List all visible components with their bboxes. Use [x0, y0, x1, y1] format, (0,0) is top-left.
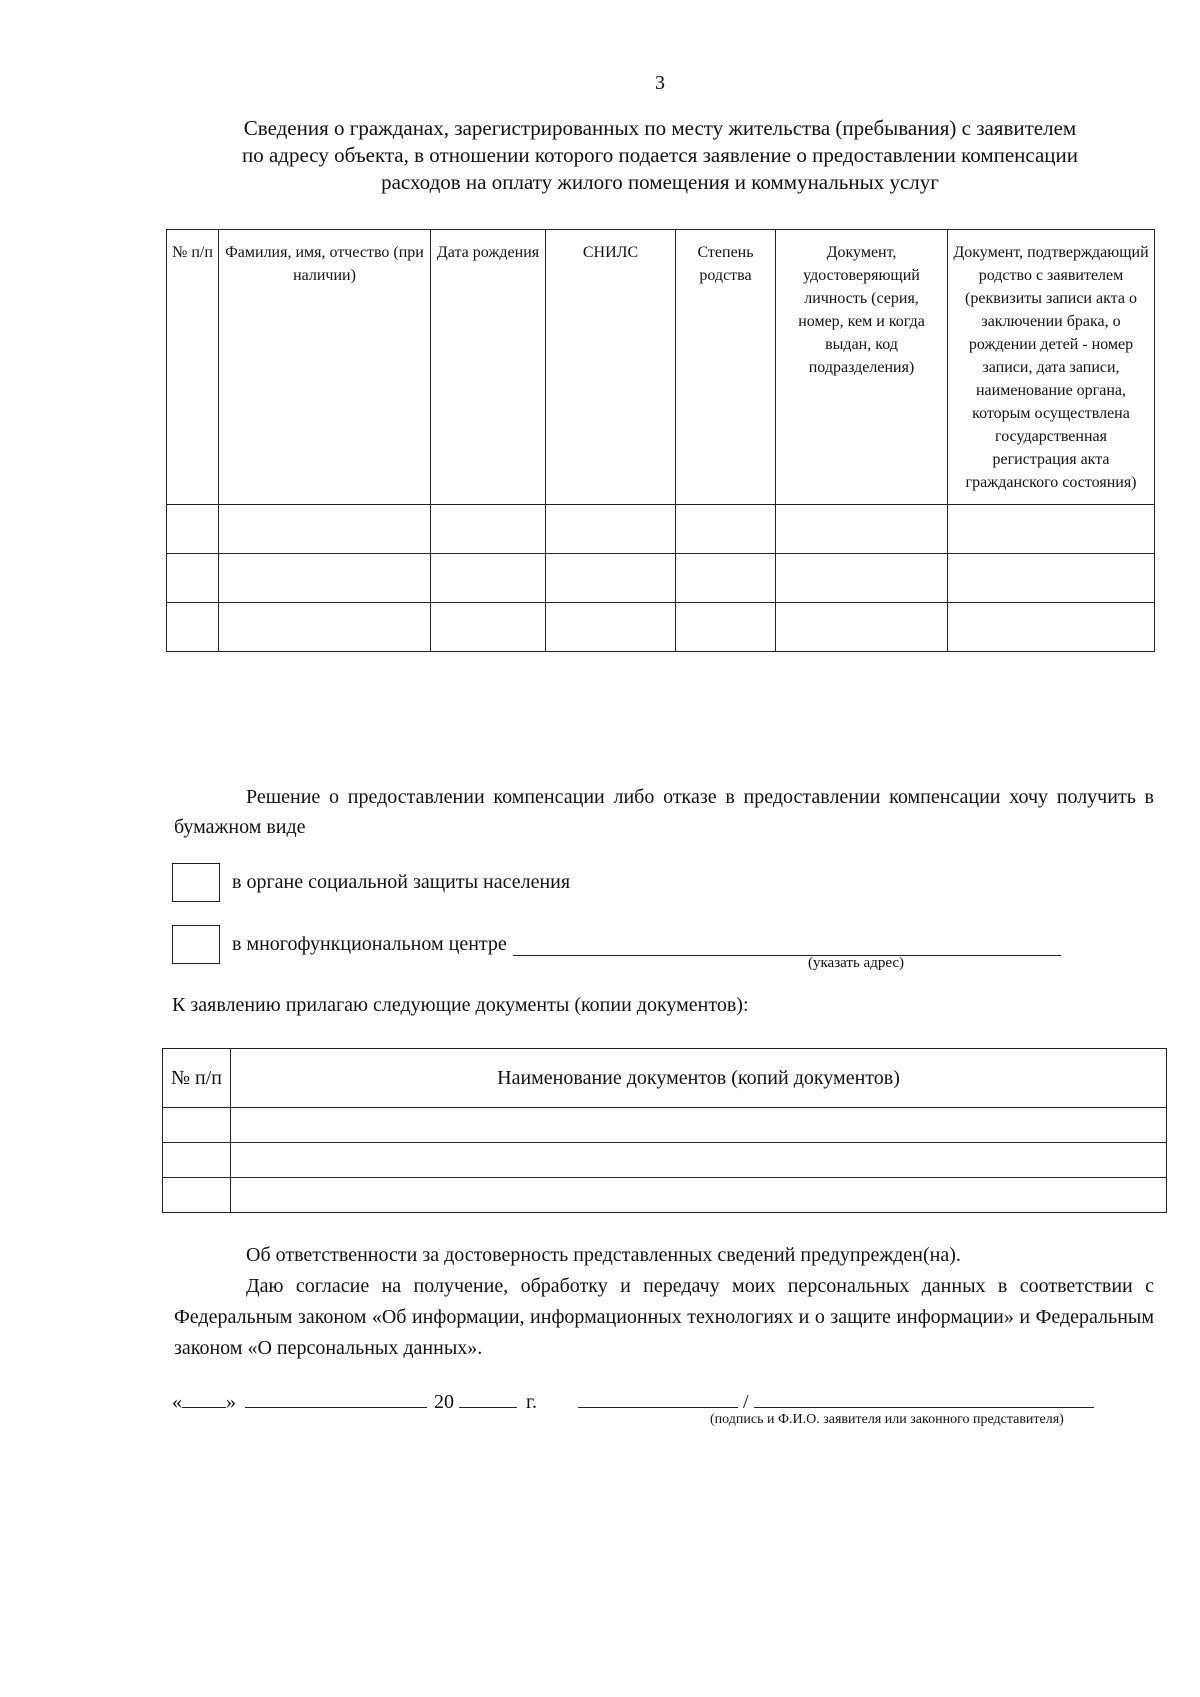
table-cell[interactable]	[776, 554, 948, 603]
attachments-header-row	[163, 1049, 1167, 1108]
signature-line	[172, 1387, 1094, 1414]
table-cell[interactable]	[219, 603, 431, 652]
table-row	[167, 554, 1155, 603]
option-social-protection	[172, 863, 570, 902]
social-protection-checkbox[interactable]	[172, 863, 220, 902]
year-field[interactable]	[459, 1387, 517, 1408]
table-cell[interactable]	[431, 505, 546, 554]
open-quote: «	[172, 1391, 182, 1413]
table-cell[interactable]	[231, 1108, 1167, 1143]
page-number: 3	[655, 72, 665, 94]
social-protection-label: в органе социальной защиты населения	[232, 871, 571, 893]
mfc-checkbox[interactable]	[172, 925, 220, 964]
responsibility-text: Об ответственности за достоверность представленных сведений предупрежден(на).	[246, 1244, 961, 1266]
table-row	[167, 505, 1155, 554]
section-heading	[165, 115, 1155, 196]
table-cell[interactable]	[546, 603, 676, 652]
table-cell[interactable]	[431, 554, 546, 603]
table-row	[163, 1108, 1167, 1143]
table-row	[163, 1178, 1167, 1213]
col-header-relation: Степень родства	[676, 230, 776, 505]
table-cell[interactable]	[546, 505, 676, 554]
col-header-id-document: Документ, удостоверяющий личность (серия, номер, кем и когда выдан, код подразделения)	[776, 230, 948, 505]
col-header-snils: СНИЛС	[546, 230, 676, 505]
decision-paragraph	[174, 782, 1154, 842]
year-prefix: 20	[434, 1391, 454, 1413]
col-header-number: № п/п	[167, 230, 219, 505]
table-cell[interactable]	[546, 554, 676, 603]
table-cell[interactable]	[163, 1108, 231, 1143]
col-header-number: № п/п	[163, 1049, 231, 1108]
table-cell[interactable]	[219, 505, 431, 554]
table-cell[interactable]	[676, 505, 776, 554]
citizens-table-header-row	[167, 230, 1155, 505]
table-row	[163, 1143, 1167, 1178]
citizens-table	[166, 229, 1155, 652]
table-cell[interactable]	[231, 1143, 1167, 1178]
address-hint: (указать адрес)	[808, 955, 905, 971]
table-cell[interactable]	[948, 554, 1155, 603]
table-cell[interactable]	[219, 554, 431, 603]
table-cell[interactable]	[676, 554, 776, 603]
mfc-label: в многофункциональном центре	[232, 933, 507, 955]
heading-line-1: Сведения о гражданах, зарегистрированных по месту жительства (пребывания) с заявителем	[243, 116, 1077, 140]
table-cell[interactable]	[948, 505, 1155, 554]
slash: /	[742, 1391, 749, 1413]
table-cell[interactable]	[163, 1178, 231, 1213]
table-cell[interactable]	[431, 603, 546, 652]
consent-text: Даю согласие на получение, обработку и передачу моих персональных данных в соответствии с Федеральным законом «Об информации, информационных технологиях и о защите информации» и Федеральным законом «О персональных данных».	[174, 1275, 1154, 1359]
year-suffix: г.	[526, 1391, 537, 1413]
col-header-full-name: Фамилия, имя, отчество (при наличии)	[219, 230, 431, 505]
heading-line-3: расходов на оплату жилого помещения и коммунальных услуг	[381, 170, 939, 194]
signature-field[interactable]	[578, 1387, 738, 1408]
table-cell[interactable]	[676, 603, 776, 652]
decision-text: Решение о предоставлении компенсации либо отказе в предоставлении компенсации хочу получить в бумажном виде	[174, 786, 1154, 838]
table-row	[167, 603, 1155, 652]
attachments-intro: К заявлению прилагаю следующие документы (копии документов):	[172, 994, 749, 1016]
col-header-birth-date: Дата рождения	[431, 230, 546, 505]
heading-line-2: по адресу объекта, в отношении которого подается заявление о предоставлении компенсации	[241, 143, 1079, 167]
attachments-table	[162, 1048, 1167, 1213]
full-name-field[interactable]	[754, 1387, 1094, 1408]
option-mfc	[172, 925, 1061, 964]
table-cell[interactable]	[948, 603, 1155, 652]
table-cell[interactable]	[167, 603, 219, 652]
table-cell[interactable]	[163, 1143, 231, 1178]
day-field[interactable]	[182, 1387, 226, 1408]
table-cell[interactable]	[167, 505, 219, 554]
col-header-document-name: Наименование документов (копий документов)	[231, 1049, 1167, 1108]
month-field[interactable]	[245, 1387, 427, 1408]
col-header-kinship-document: Документ, подтверждающий родство с заявителем (реквизиты записи акта о заключении брака, о рождении детей - номер записи, дата записи, наименование органа, которым осуществлена государственная регистрация акта гражданского состояния)	[948, 230, 1155, 505]
table-cell[interactable]	[167, 554, 219, 603]
table-cell[interactable]	[776, 603, 948, 652]
close-quote: »	[226, 1391, 236, 1413]
consent-block	[174, 1240, 1154, 1364]
table-cell[interactable]	[776, 505, 948, 554]
signature-hint: (подпись и Ф.И.О. заявителя или законного представителя)	[710, 1412, 1064, 1427]
table-cell[interactable]	[231, 1178, 1167, 1213]
mfc-address-field[interactable]	[513, 933, 1061, 956]
